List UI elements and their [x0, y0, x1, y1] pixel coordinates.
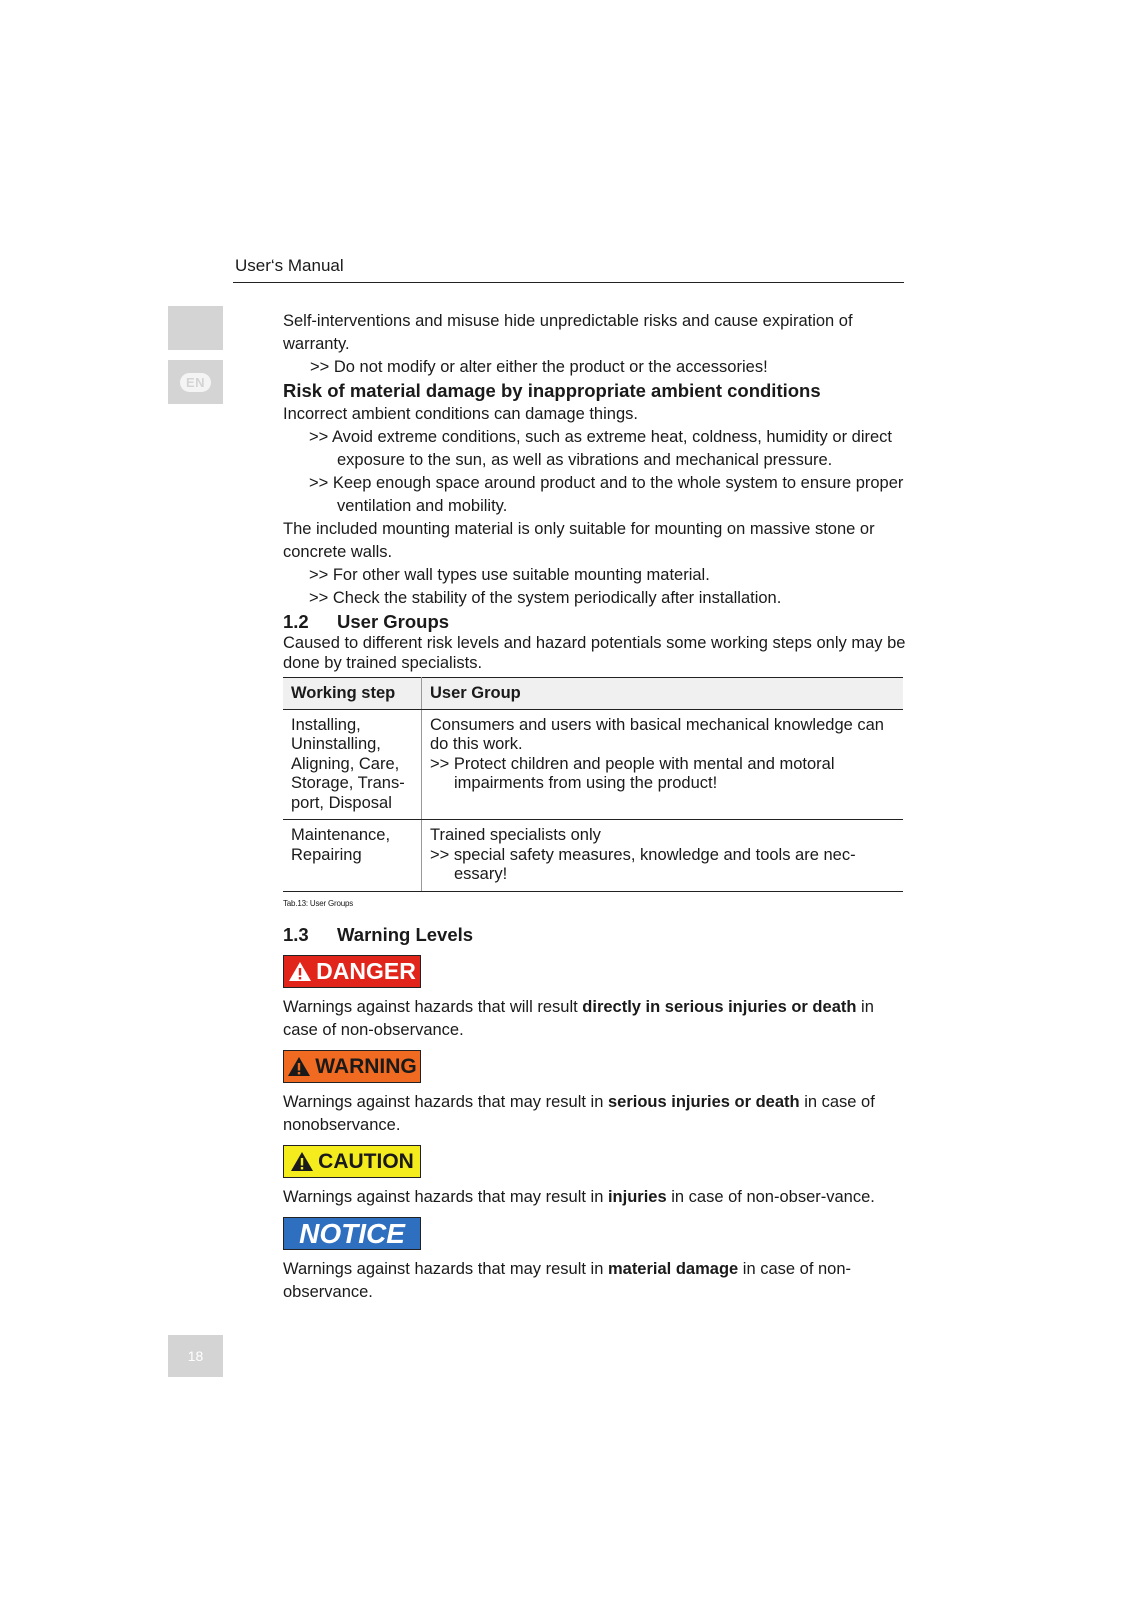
column-header-user-group: User Group	[422, 678, 904, 710]
cell-user-group-note: >> special safety measures, knowledge and tools are nec-essary!	[430, 845, 856, 883]
danger-text-end: in case of non-observance.	[283, 997, 874, 1039]
caution-description	[283, 1186, 908, 1209]
warning-description	[283, 1091, 908, 1137]
notice-label: NOTICE	[299, 1217, 405, 1249]
warning-text-bold: serious injuries or death	[607, 1092, 800, 1111]
warning-triangle-icon	[290, 1151, 314, 1172]
side-tab-blank	[168, 306, 223, 350]
mounting-bullet-1: >> For other wall types use suitable mounting material.	[309, 566, 710, 584]
risk-heading: Risk of material damage by inappropriate ambient conditions	[283, 380, 821, 401]
caution-text-bold: injuries	[607, 1187, 667, 1206]
side-tab-language	[168, 360, 223, 404]
danger-text: Warnings against hazards that will result	[283, 997, 583, 1016]
notice-badge	[283, 1217, 421, 1250]
caution-text: Warnings against hazards that may result in	[283, 1187, 608, 1206]
cell-user-group-text: Trained specialists only	[430, 826, 601, 844]
warning-badge	[283, 1050, 421, 1083]
table-row	[283, 709, 903, 820]
danger-badge	[283, 955, 421, 988]
cell-user-group-note: >> Protect children and people with mental and motoral impairments from using the product!	[430, 754, 835, 792]
header-title: User‘s Manual	[235, 256, 344, 275]
caution-label: CAUTION	[318, 1149, 414, 1173]
notice-text-bold: material damage	[607, 1259, 739, 1278]
warning-text: Warnings against hazards that may result in	[283, 1092, 608, 1111]
notice-description	[283, 1258, 908, 1304]
main-content	[283, 310, 908, 1304]
cell-user-group	[422, 709, 904, 820]
section-title: Warning Levels	[337, 923, 474, 945]
caution-text-end: in case of non-obser-vance.	[666, 1187, 875, 1206]
intro-bullet: >> Do not modify or alter either the product or the accessories!	[310, 358, 768, 376]
notice-text: Warnings against hazards that may result in	[283, 1259, 608, 1278]
section-heading-warning-levels	[283, 923, 908, 947]
cell-working-step: Maintenance, Repairing	[283, 820, 422, 892]
user-groups-table	[283, 677, 903, 892]
risk-paragraph: Incorrect ambient conditions can damage things.	[283, 405, 638, 423]
cell-working-step: Installing, Uninstalling, Aligning, Care, Storage, Trans-port, Disposal	[283, 709, 422, 820]
danger-description	[283, 996, 908, 1042]
risk-bullet-2: >> Keep enough space around product and to the whole system to ensure proper ventilation and mobility.	[309, 474, 904, 515]
cell-user-group-text: Consumers and users with basical mechanical knowledge can do this work.	[430, 715, 884, 753]
mounting-paragraph: The included mounting material is only suitable for mounting on massive stone or concrete walls.	[283, 520, 875, 561]
caution-badge	[283, 1145, 421, 1178]
header-rule	[233, 282, 904, 283]
danger-label: DANGER	[316, 957, 416, 984]
page-number: 18	[168, 1335, 223, 1377]
section-number: 1.2	[283, 611, 309, 632]
language-label: EN	[180, 373, 211, 392]
section-title: User Groups	[337, 611, 450, 632]
warning-triangle-icon	[288, 961, 312, 982]
column-header-working-step: Working step	[283, 678, 422, 710]
table-caption: Tab.13: User Groups	[283, 898, 354, 908]
mounting-bullet-2: >> Check the stability of the system periodically after installation.	[309, 589, 782, 607]
warning-text-end: in case of nonobservance.	[283, 1092, 875, 1134]
notice-text-end: in case of non-observance.	[283, 1259, 852, 1301]
intro-paragraph: Self-interventions and misuse hide unpredictable risks and cause expiration of warranty.	[283, 312, 853, 353]
warning-label: WARNING	[315, 1054, 417, 1078]
risk-bullet-1: >> Avoid extreme conditions, such as extreme heat, coldness, humidity or direct exposure to the sun, as well as vibrations and mechanical pressure.	[309, 428, 892, 469]
danger-text-bold: directly in serious injuries or death	[582, 997, 857, 1016]
cell-user-group	[422, 820, 904, 892]
section-heading-user-groups	[283, 610, 908, 634]
user-groups-intro: Caused to different risk levels and hazard potentials some working steps only may be done by trained specialists.	[283, 634, 906, 672]
table-header-row	[283, 678, 903, 710]
warning-triangle-icon	[287, 1056, 311, 1077]
table-row	[283, 820, 903, 892]
section-number: 1.3	[283, 923, 309, 945]
